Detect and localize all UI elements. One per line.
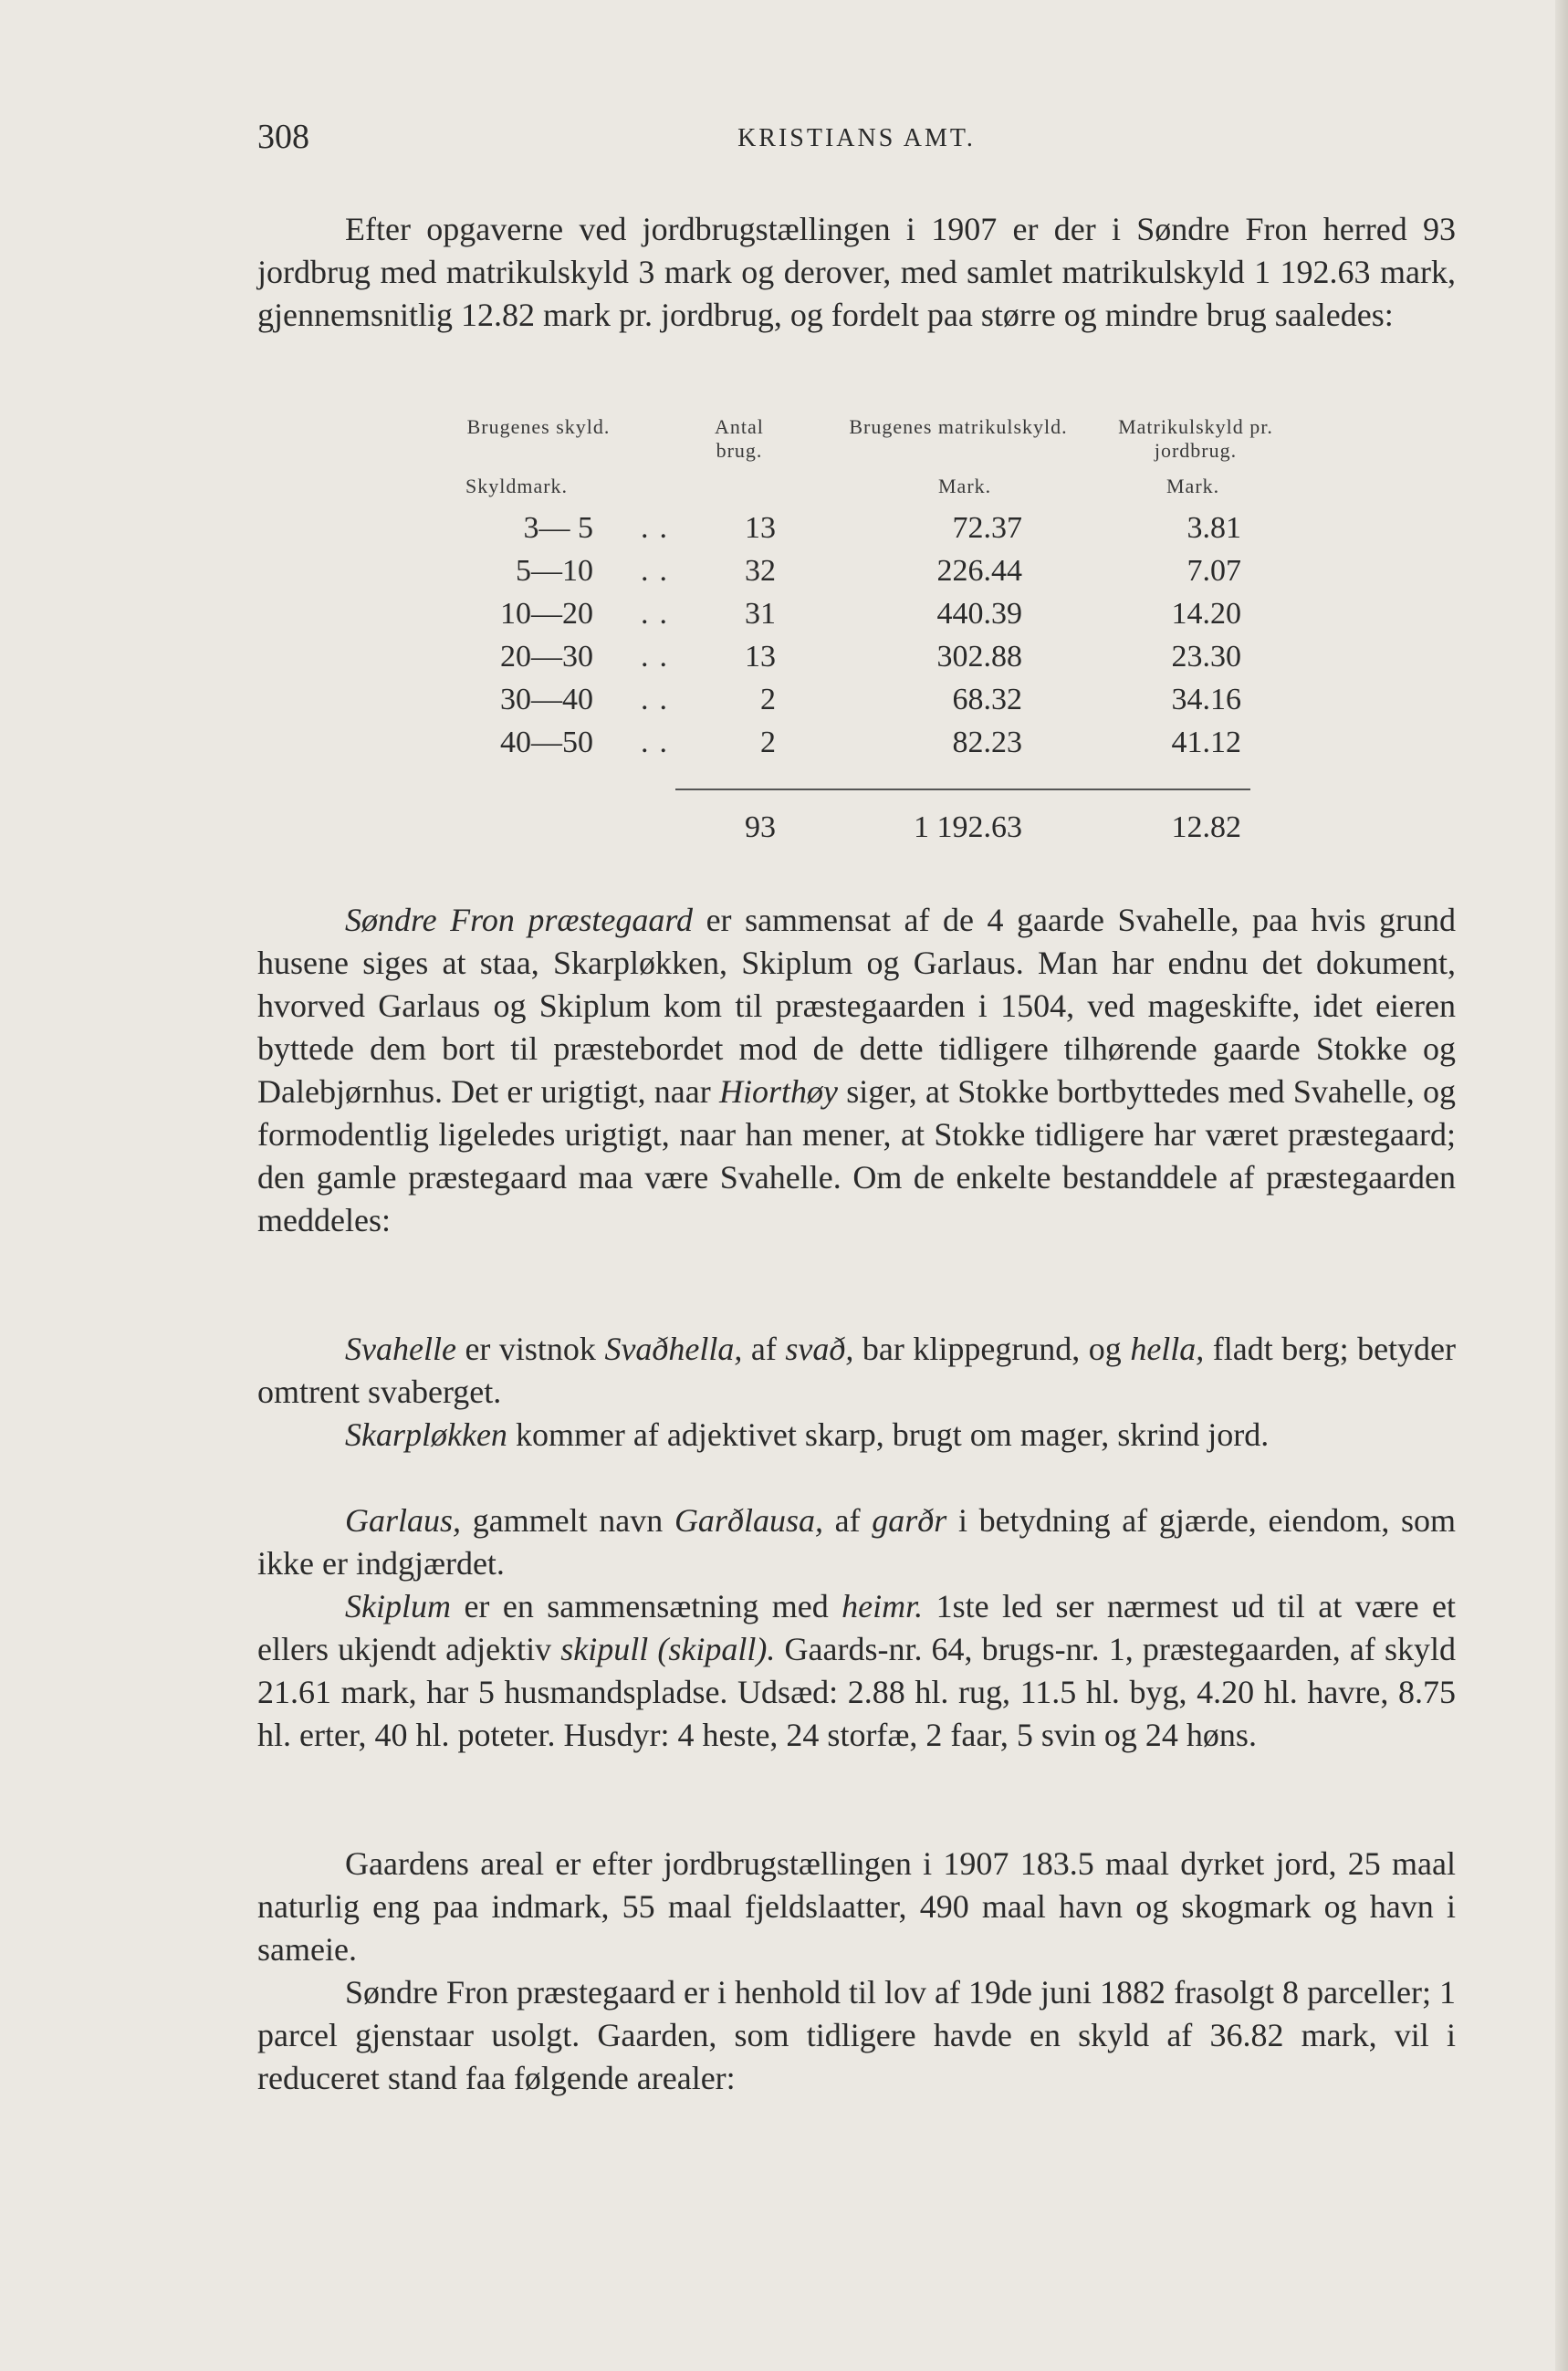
table-row [402, 511, 1314, 554]
sum-rule [675, 789, 1250, 790]
page-number: 308 [257, 118, 309, 156]
paragraph-garlaus [257, 1499, 1456, 1585]
unit-mark: Mark. [1166, 475, 1220, 497]
table-row [402, 597, 1314, 640]
total-matrikulskyld: 1 192.63 [914, 810, 1022, 844]
cell-avg: 14.20 [1171, 597, 1241, 631]
old-form: Garðlausa, [674, 1502, 823, 1539]
paragraph-skiplum [257, 1585, 1456, 1757]
table-row [402, 726, 1314, 768]
page-edge [1555, 0, 1568, 2371]
text: er en sammensætning med [464, 1588, 829, 1624]
text: bar klippegrund, og [862, 1331, 1122, 1367]
leader-dots: .. [641, 640, 678, 674]
header-antal-brug: Antal brug. [715, 415, 764, 462]
word: skipull [560, 1631, 649, 1667]
cell-total: 68.32 [952, 683, 1022, 716]
table-row [402, 640, 1314, 683]
cell-total: 82.23 [952, 726, 1022, 759]
leader-dots: .. [641, 683, 678, 716]
unit-mark: Mark. [938, 475, 992, 497]
word: garðr [872, 1502, 947, 1539]
paragraph-svahelle [257, 1328, 1456, 1414]
place-name: Skarpløkken [345, 1416, 507, 1453]
header-brugenes-matrikulskyld: Brugenes matrikulskyld. [849, 415, 1068, 438]
cell-total: 72.37 [952, 511, 1022, 545]
leader-dots: .. [641, 554, 678, 588]
leader-dots: .. [641, 726, 678, 759]
header-brugenes-skyld: Brugenes skyld. [466, 415, 611, 438]
paragraph-skarplokken [257, 1414, 1456, 1457]
place-name: Svahelle [345, 1331, 456, 1367]
running-title: KRISTIANS AMT. [737, 124, 976, 152]
cell-count: 2 [760, 683, 776, 716]
table-row [402, 683, 1314, 726]
place-name: Garlaus, [345, 1502, 462, 1539]
unit-skyldmark: Skyldmark. [465, 475, 569, 497]
cell-total: 302.88 [936, 640, 1022, 674]
author-name: Hiorthøy [719, 1073, 838, 1110]
text: af [834, 1502, 861, 1539]
cell-count: 13 [745, 511, 776, 545]
paragraph-praestegaard [257, 899, 1456, 1242]
text: Gaards-nr. 64, brugs-nr. 1, præstegaarden, af skyld 21.61 mark, har 5 husmandspladse. Udsæd: 2.88 hl. rug, 11.5 hl. byg, 4.20 hl. havre, 8.75 hl. erter, 40 hl. poteter. Husdyr: 4 heste, 24 storfæ, 2 faar, 5 svin og 24 høns. [257, 1631, 1457, 1753]
word: (skipall). [657, 1631, 776, 1667]
cell-range: 20—30 [500, 640, 593, 674]
cell-avg: 7.07 [1186, 554, 1241, 588]
leader-dots: .. [641, 597, 678, 631]
text: af [750, 1331, 777, 1367]
text: er vistnok [465, 1331, 596, 1367]
text: i betydning af gjærde, eiendom, som ikke er indgjærdet. [257, 1502, 1457, 1582]
cell-total: 440.39 [936, 597, 1022, 631]
cell-range: 3— 5 [523, 511, 593, 545]
total-avg: 12.82 [1171, 810, 1241, 844]
place-name: Skiplum [345, 1588, 451, 1624]
cell-avg: 41.12 [1171, 726, 1241, 759]
leader-dots: .. [641, 511, 678, 545]
cell-count: 31 [745, 597, 776, 631]
cell-range: 10—20 [500, 597, 593, 631]
cell-count: 2 [760, 726, 776, 759]
word: svað, [785, 1331, 854, 1367]
text: kommer af adjektivet skarp, brugt om mager, skrind jord. [515, 1416, 1270, 1453]
cell-count: 13 [745, 640, 776, 674]
old-form: Svaðhella, [604, 1331, 743, 1367]
text: er sammensat af de 4 gaarde Svahelle, paa hvis grund husene siges at staa, Skarpløkken, Skiplum og Garlaus. Man har endnu det dokument, hvorved Garlaus og Skiplum kom til præstegaarden i 1504, ved mageskifte, idet eieren byttede dem bort til præstebordet mod de dette tidligere tilhørende gaarde Stokke og Dalebjørnhus. Det er urigtigt, naar [257, 902, 1456, 1110]
page-header [257, 117, 1456, 162]
text: siger, at Stokke bortbyttedes med Svahelle, og formodentlig ligeledes urigtigt, naar han mener, at Stokke tidligere har været præstegaard; den gamle præstegaard maa være Svahelle. Om de enkelte bestanddele af præstegaarden meddeles: [257, 1073, 1457, 1238]
place-name: Søndre Fron præstegaard [345, 902, 694, 938]
cell-avg: 3.81 [1186, 511, 1241, 545]
word: hella, [1130, 1331, 1205, 1367]
cell-range: 40—50 [500, 726, 593, 759]
text: 1ste led ser nærmest ud til at være et ellers ukjendt adjektiv [257, 1588, 1457, 1667]
text: fladt berg; betyder omtrent svaberget. [257, 1331, 1457, 1410]
cell-total: 226.44 [936, 554, 1022, 588]
header-matrikulskyld-pr-jordbrug: Matrikulskyld pr. jordbrug. [1118, 415, 1273, 462]
total-count: 93 [745, 810, 776, 844]
intro-paragraph: Efter opgaverne ved jordbrugstællingen i 1907 er der i Søndre Fron herred 93 jordbrug med matrikulskyld 3 mark og derover, med samlet matrikulskyld 1 192.63 mark, gjennemsnitlig 12.82 mark pr. jordbrug, og fordelt paa større og mindre brug saaledes: [257, 211, 1456, 333]
cell-count: 32 [745, 554, 776, 588]
text: gammelt navn [472, 1502, 664, 1539]
table-row [402, 554, 1314, 597]
word: heimr. [841, 1588, 924, 1624]
paragraph-frasolgt: Søndre Fron præstegaard er i henhold til lov af 19de juni 1882 frasolgt 8 parceller; 1 parcel gjenstaar usolgt. Gaarden, som tidligere havde en skyld af 36.82 mark, vil i reduceret stand faa følgende arealer: [257, 1974, 1456, 2096]
cell-avg: 34.16 [1171, 683, 1241, 716]
table-total-row [402, 810, 1314, 853]
cell-avg: 23.30 [1171, 640, 1241, 674]
skyld-table [402, 415, 1314, 853]
cell-range: 30—40 [500, 683, 593, 716]
paragraph-areal: Gaardens areal er efter jordbrugstællingen i 1907 183.5 maal dyrket jord, 25 maal naturlig eng paa indmark, 55 maal fjeldslaatter, 490 maal havn og skogmark og havn i sameie. [257, 1845, 1456, 1968]
cell-range: 5—10 [516, 554, 593, 588]
